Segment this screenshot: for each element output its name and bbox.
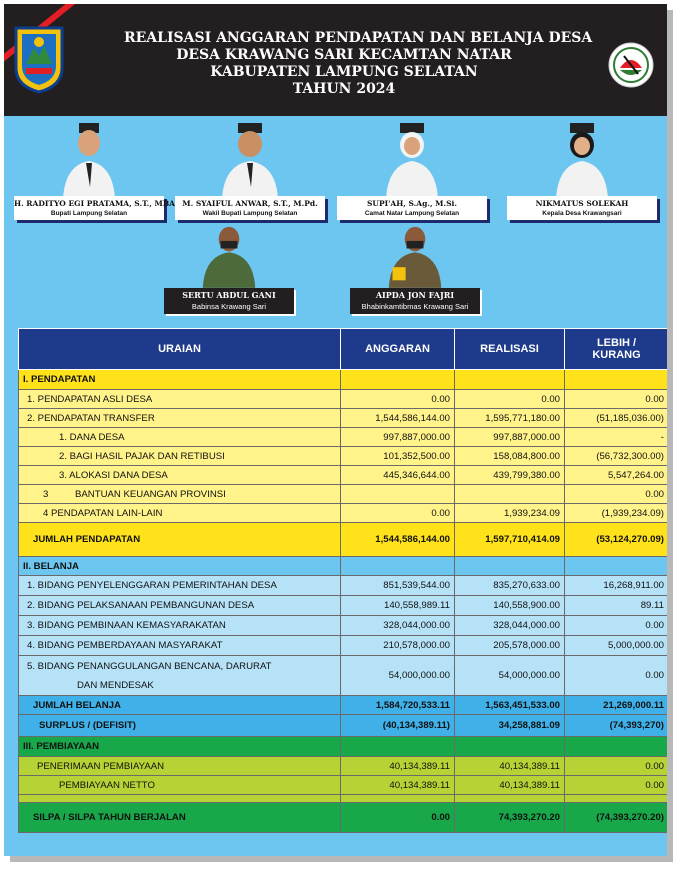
official-name: SUPI'AH, S.Ag., M.Si. [367,199,457,208]
row-label-multiline [19,656,341,696]
header-uraian: URAIAN [19,329,341,370]
table-row [19,466,668,485]
cell-lebih-kurang: 0.00 [565,656,668,696]
cell-anggaran: 140,558,989.11 [341,596,455,616]
regency-emblem-icon [12,24,66,94]
section-title: III. PEMBIAYAAN [19,737,341,757]
official-role: Kepala Desa Krawangsari [542,210,622,217]
section-row [19,370,668,390]
row-label: 1. PENDAPATAN ASLI DESA [19,390,341,409]
portrait-icon [385,222,445,288]
row-label: 3. ALOKASI DANA DESA [19,466,341,485]
row-label: 3 BANTUAN KEUANGAN PROVINSI [19,485,341,504]
cell-lebih-kurang: 5,547,264.00 [565,466,668,485]
header-realisasi: REALISASI [455,329,565,370]
official-namebox [164,288,294,314]
table-row [19,776,668,795]
cell-realisasi: 1,595,771,180.00 [455,409,565,428]
official-namebox [507,196,657,220]
cell-realisasi: 835,270,633.00 [455,576,565,596]
official-name: SERTU ABDUL GANI [182,290,276,300]
row-label: 2. BIDANG PELAKSANAAN PEMBANGUNAN DESA [19,596,341,616]
table-row [19,428,668,447]
official-wakil-bupati [175,121,325,221]
cell-realisasi: 997,887,000.00 [455,428,565,447]
row-label: 4 PENDAPATAN LAIN-LAIN [19,504,341,523]
cell-anggaran: 210,578,000.00 [341,636,455,656]
cell-lebih-kurang: - [565,428,668,447]
row-label: JUMLAH BELANJA [19,696,341,715]
cell-realisasi: 1,563,451,533.00 [455,696,565,715]
cell-realisasi: 40,134,389.11 [455,776,565,795]
cell-anggaran: 0.00 [341,390,455,409]
table-row [19,656,668,696]
title-line-3: KABUPATEN LAMPUNG SELATAN [210,64,478,80]
official-role: Bupati Lampung Selatan [50,210,128,217]
cell-realisasi [455,485,565,504]
cell-lebih-kurang: (1,939,234.09) [565,504,668,523]
table-row [19,447,668,466]
cell-realisasi: 34,258,881.09 [455,715,565,737]
row-label: PENERIMAAN PEMBIAYAAN [19,757,341,776]
page-title [124,30,593,98]
table-row [19,576,668,596]
row-label: 2. BAGI HASIL PAJAK DAN RETIBUSI [19,447,341,466]
cell-lebih-kurang: 21,269,000.11 [565,696,668,715]
cell-realisasi: 74,393,270.20 [455,803,565,833]
section-title: II. BELANJA [19,557,341,576]
table-row [19,757,668,776]
table-row [19,409,668,428]
cell-anggaran: 0.00 [341,803,455,833]
official-namebox [350,288,480,314]
official-name: H. RADITYO EGI PRATAMA, S.T., MBA [14,199,175,208]
section-title: I. PENDAPATAN [19,370,341,390]
official-namebox [175,196,325,220]
row-label-line2: DAN MENDESAK [77,679,154,691]
cell-realisasi: 1,597,710,414.09 [455,523,565,557]
ministry-emblem-icon [608,42,654,88]
cell-anggaran: 40,134,389.11 [341,757,455,776]
official-role: Babinsa Krawang Sari [191,302,267,311]
total-row [19,696,668,715]
official-name: AIPDA JON FAJRI [375,290,455,300]
cell-anggaran: 40,134,389.11 [341,776,455,795]
cell-lebih-kurang: 0.00 [565,757,668,776]
official-role: Bhabinkamtibmas Krawang Sari [361,302,469,311]
section-row [19,557,668,576]
cell-anggaran: (40,134,389.11) [341,715,455,737]
cell-lebih-kurang: (74,393,270) [565,715,668,737]
title-line-2: DESA KRAWANG SARI KECAMTAN NATAR [176,47,512,63]
portrait-icon [380,121,444,199]
cell-realisasi: 0.00 [455,390,565,409]
cell-lebih-kurang: 5,000,000.00 [565,636,668,656]
portrait-icon [199,222,259,288]
portrait-icon [218,121,282,199]
official-bhabinkamtibmas [350,222,480,322]
total-row [19,803,668,833]
row-label: 3. BIDANG PEMBINAAN KEMASYARAKATAN [19,616,341,636]
portrait-icon [57,121,121,199]
row-label: 4. BIDANG PEMBERDAYAAN MASYARAKAT [19,636,341,656]
cell-realisasi: 54,000,000.00 [455,656,565,696]
cell-anggaran: 101,352,500.00 [341,447,455,466]
row-label: PEMBIAYAAN NETTO [19,776,341,795]
official-namebox [337,196,487,220]
cell-lebih-kurang: 0.00 [565,776,668,795]
title-line-4: TAHUN 2024 [292,81,396,97]
table-header-row [19,329,668,370]
spacer-row [19,795,668,803]
cell-anggaran: 997,887,000.00 [341,428,455,447]
cell-lebih-kurang: (53,124,270.09) [565,523,668,557]
portrait-icon [550,121,614,199]
cell-anggaran [341,485,455,504]
table-row [19,636,668,656]
title-line-1: REALISASI ANGGARAN PENDAPATAN DAN BELANJA DESA [124,30,593,46]
cell-anggaran: 1,584,720,533.11 [341,696,455,715]
cell-lebih-kurang: 89.11 [565,596,668,616]
official-name: NIKMATUS SOLEKAH [535,199,629,208]
table-row [19,390,668,409]
table-row [19,616,668,636]
row-label: 1. DANA DESA [19,428,341,447]
cell-lebih-kurang: (56,732,300.00) [565,447,668,466]
row-label: SILPA / SILPA TAHUN BERJALAN [19,803,341,833]
cell-lebih-kurang: (51,185,036.00) [565,409,668,428]
total-row [19,523,668,557]
cell-realisasi: 158,084,800.00 [455,447,565,466]
header-anggaran: ANGGARAN [341,329,455,370]
cell-lebih-kurang: 16,268,911.00 [565,576,668,596]
cell-anggaran: 328,044,000.00 [341,616,455,636]
table-row [19,596,668,616]
cell-anggaran: 1,544,586,144.00 [341,523,455,557]
table-row [19,504,668,523]
official-bupati [14,121,175,221]
cell-anggaran: 851,539,544.00 [341,576,455,596]
cell-lebih-kurang: 0.00 [565,616,668,636]
cell-realisasi: 1,939,234.09 [455,504,565,523]
header-kurang: KURANG [592,349,641,361]
row-label: 2. PENDAPATAN TRANSFER [19,409,341,428]
cell-lebih-kurang: 0.00 [565,390,668,409]
cell-realisasi: 328,044,000.00 [455,616,565,636]
section-row [19,737,668,757]
cell-lebih-kurang: 0.00 [565,485,668,504]
official-camat [337,121,487,221]
poster [4,4,667,856]
official-babinsa [164,222,294,322]
cell-anggaran: 54,000,000.00 [341,656,455,696]
row-label: 1. BIDANG PENYELENGGARAN PEMERINTAHAN DESA [19,576,341,596]
official-namebox [14,196,175,220]
row-label: SURPLUS / (DEFISIT) [19,715,341,737]
cell-anggaran: 1,544,586,144.00 [341,409,455,428]
row-label: 5. BIDANG PENANGGULANGAN BENCANA, DARURAT [27,660,272,672]
official-role: Camat Natar Lampung Selatan [364,210,460,217]
cell-realisasi: 205,578,000.00 [455,636,565,656]
row-label: JUMLAH PENDAPATAN [19,523,341,557]
header-lebih-kurang [565,329,668,370]
budget-table [18,328,667,833]
cell-anggaran: 445,346,644.00 [341,466,455,485]
table-row [19,485,668,504]
cell-realisasi: 40,134,389.11 [455,757,565,776]
cell-realisasi: 140,558,900.00 [455,596,565,616]
surplus-row [19,715,668,737]
cell-anggaran: 0.00 [341,504,455,523]
header-lebih: LEBIH / [596,337,637,349]
cell-realisasi: 439,799,380.00 [455,466,565,485]
official-kepala-desa [507,121,657,221]
official-role: Wakil Bupati Lampung Selatan [202,210,298,217]
official-name: M. SYAIFUL ANWAR, S.T., M.Pd. [182,199,318,208]
cell-lebih-kurang: (74,393,270.20) [565,803,668,833]
